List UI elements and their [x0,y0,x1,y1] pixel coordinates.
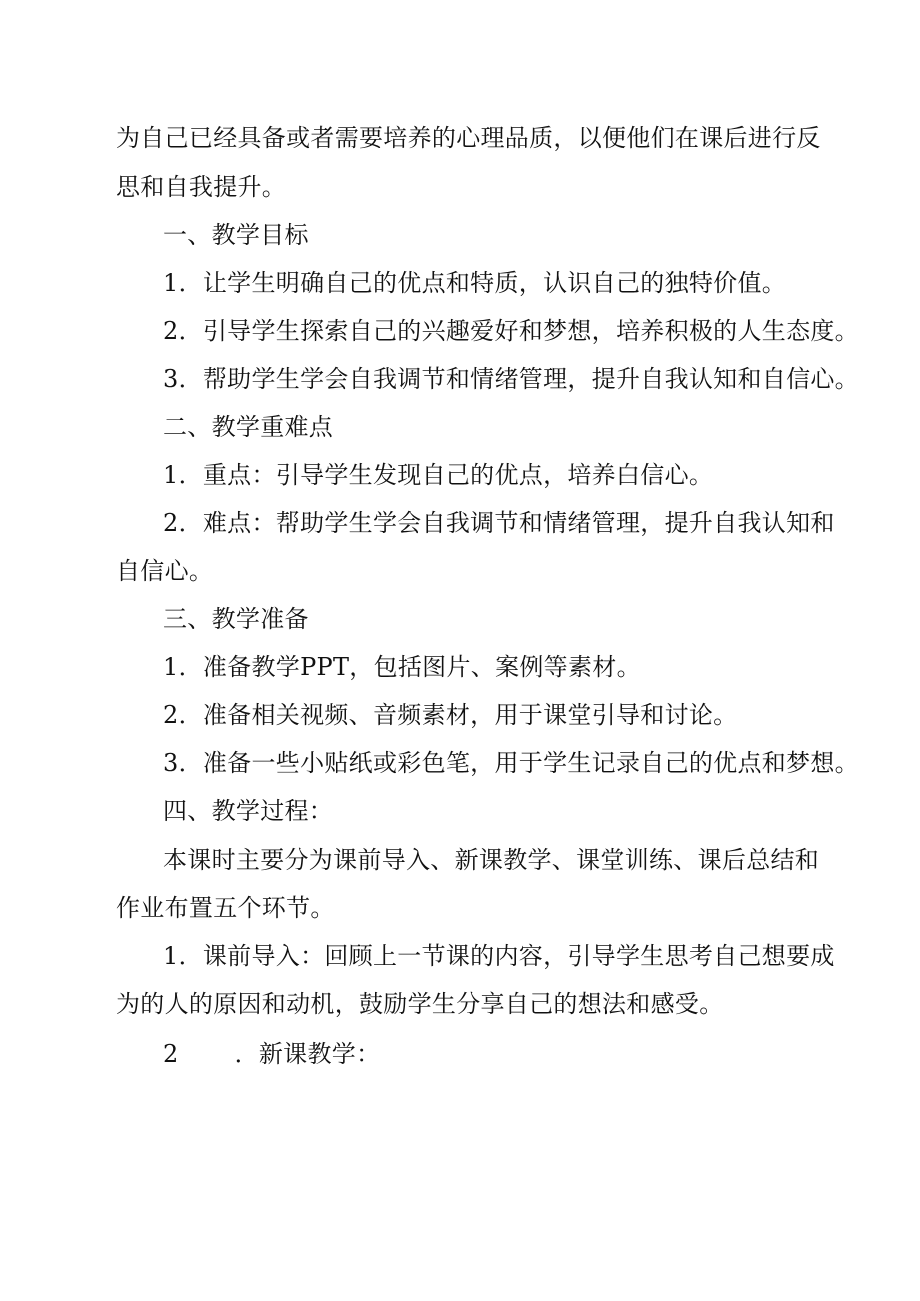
paragraph-line: 本课时主要分为课前导入、新课教学、课堂训练、课后总结和 [163,846,820,874]
list-item: 2．难点：帮助学生学会自我调节和情绪管理，提升自我认知和 [163,509,835,537]
section-heading: 四、教学过程： [163,797,334,825]
list-item: 1．重点：引导学生发现自己的优点，培养白信心。 [163,461,714,489]
list-heading-text: ．新课教学： [234,1040,381,1068]
list-item: 1．准备教学PPT，包括图片、案例等素材。 [163,653,641,681]
list-item: 1．让学生明确自己的优点和特质，认识自己的独特价值。 [163,269,787,297]
list-item [163,1039,380,1069]
list-item: 3．帮助学生学会自我调节和情绪管理，提升自我认知和自信心。 [163,365,859,393]
paragraph-line: 为自己已经具备或者需要培养的心理品质，以便他们在课后进行反 [116,124,821,152]
list-number: 2 [163,1040,179,1068]
section-heading: 二、教学重难点 [163,413,334,441]
paragraph-line: 自信心。 [116,557,214,585]
list-item: 1．课前导入：回顾上一节课的内容，引导学生思考自己想要成 [163,942,835,970]
section-heading: 三、教学准备 [163,605,309,633]
paragraph-line: 思和自我提升。 [116,173,287,201]
list-item: 3．准备一些小贴纸或彩色笔，用于学生记录自己的优点和梦想。 [163,749,859,777]
paragraph-line: 作业布置五个环节。 [116,894,335,922]
list-item: 2．引导学生探索自己的兴趣爱好和梦想，培养积极的人生态度。 [163,317,859,345]
section-heading: 一、教学目标 [163,221,309,249]
list-item: 2．准备相关视频、音频素材，用于课堂引导和讨论。 [163,701,738,729]
paragraph-line: 为的人的原因和动机，鼓励学生分享自己的想法和感受。 [116,990,724,1018]
